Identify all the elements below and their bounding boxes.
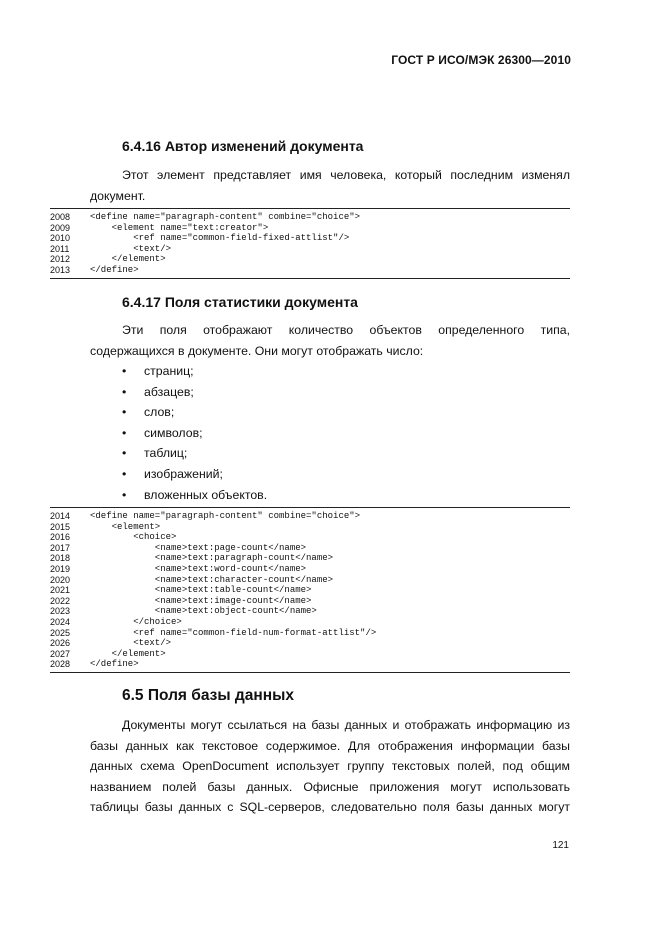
list-item: [122, 382, 267, 403]
code-text: <ref name="common-field-num-format-attlist"/>: [90, 627, 377, 638]
list-item-text: символов;: [144, 425, 203, 440]
line-number: 2010: [50, 233, 71, 244]
code-line: [50, 638, 570, 649]
section-heading-6-4-16: 6.4.16 Автор изменений документа: [122, 138, 364, 154]
code-text: <element name="text:creator">: [90, 222, 269, 233]
code-text: </define>: [90, 264, 139, 275]
code-text: <choice>: [90, 532, 177, 543]
list-item-text: таблиц;: [144, 446, 188, 461]
paragraph-line: Эти поля отображают количество объектов определенного типа,: [122, 323, 570, 337]
code-block-1: [50, 208, 570, 279]
list-item: [122, 485, 267, 506]
paragraph-line: таблицы базы данных с SQL-серверов, следовательно поля базы данных могут: [90, 800, 570, 815]
list-item-text: слов;: [144, 405, 175, 420]
code-line: [50, 553, 570, 564]
line-number: 2022: [50, 595, 71, 606]
code-line: [50, 244, 570, 255]
code-text: <define name="paragraph-content" combine="choice">: [90, 212, 361, 222]
bullet: •: [122, 405, 127, 420]
code-line: [50, 575, 570, 586]
line-number: 2026: [50, 638, 71, 649]
bullet: •: [122, 384, 127, 399]
line-number: 2019: [50, 563, 71, 574]
page-number: 121: [552, 840, 569, 851]
code-text: <name>text:image-count</name>: [90, 595, 312, 606]
line-number: 2008: [50, 212, 71, 222]
code-text: <name>text:object-count</name>: [90, 606, 317, 617]
section-6-5-paragraph: [90, 715, 570, 818]
line-number: 2012: [50, 254, 71, 265]
list-item: [122, 361, 267, 382]
code-text: <text/>: [90, 638, 172, 649]
code-line: [50, 532, 570, 543]
paragraph-line: базы данных как текстовое содержимое. Для отображения информации базы: [90, 738, 570, 753]
line-number: 2016: [50, 532, 71, 543]
code-line: [50, 585, 570, 596]
line-number: 2020: [50, 574, 71, 585]
code-text: <name>text:page-count</name>: [90, 542, 307, 553]
list-item: [122, 423, 267, 444]
bullet: •: [122, 364, 127, 378]
code-line: [50, 564, 570, 575]
statistics-list: [122, 361, 267, 505]
code-text: <name>text:table-count</name>: [90, 585, 312, 596]
code-text: </element>: [90, 648, 166, 659]
bullet: •: [122, 446, 127, 461]
section-heading-6-4-17: 6.4.17 Поля статистики документа: [122, 294, 358, 310]
line-number: 2024: [50, 616, 71, 627]
code-line: [50, 628, 570, 639]
code-text: </choice>: [90, 616, 182, 627]
bullet: •: [122, 487, 127, 502]
code-line: [50, 254, 570, 265]
line-number: 2021: [50, 585, 71, 596]
paragraph-line: Этот элемент представляет имя человека, который последним изменял: [122, 168, 570, 182]
line-number: 2018: [50, 553, 71, 564]
line-number: 2027: [50, 648, 71, 659]
line-number: 2017: [50, 542, 71, 553]
code-line: [50, 265, 570, 276]
code-line: [50, 543, 570, 554]
code-line: [50, 649, 570, 660]
paragraph-line: содержащихся в документе. Они могут отображать число:: [90, 343, 424, 358]
code-line: [50, 596, 570, 607]
document-header: ГОСТ Р ИСО/МЭК 26300—2010: [391, 53, 571, 67]
list-item: [122, 464, 267, 485]
code-text: <ref name="common-field-fixed-attlist"/>: [90, 233, 350, 244]
code-line: [50, 606, 570, 617]
bullet: •: [122, 466, 127, 481]
code-text: </define>: [90, 659, 139, 670]
code-line: [50, 511, 570, 522]
code-block-2: [50, 507, 570, 673]
line-number: 2011: [50, 243, 70, 254]
paragraph-line: названием полей базы данных. Офисные приложения могут использовать: [90, 779, 570, 794]
code-line: [50, 522, 570, 533]
list-item-text: изображений;: [144, 466, 223, 481]
code-line: [50, 659, 570, 670]
line-number: 2023: [50, 606, 71, 617]
code-text: <name>text:word-count</name>: [90, 563, 307, 574]
paragraph-line: данных схема OpenDocument использует группу текстовых полей, под общим: [90, 759, 570, 774]
code-line: [50, 212, 570, 223]
section-6-4-17-paragraph: [90, 320, 570, 361]
code-text: <name>text:character-count</name>: [90, 574, 334, 585]
line-number: 2028: [50, 659, 71, 670]
code-line: [50, 233, 570, 244]
list-item-text: вложенных объектов.: [144, 487, 268, 502]
list-item-text: страниц;: [144, 364, 194, 378]
paragraph-line: Документы могут ссылаться на базы данных и отображать информацию из: [122, 718, 570, 732]
list-item: [122, 402, 267, 423]
line-number: 2009: [50, 222, 71, 233]
section-6-4-16-paragraph: [90, 165, 570, 206]
list-item: [122, 443, 267, 464]
paragraph-line: документ.: [90, 188, 146, 203]
code-text: <element>: [90, 521, 161, 532]
line-number: 2015: [50, 521, 71, 532]
code-line: [50, 617, 570, 628]
code-line: [50, 223, 570, 234]
bullet: •: [122, 425, 127, 440]
line-number: 2014: [50, 511, 71, 521]
list-item-text: абзацев;: [144, 384, 194, 399]
code-text: </element>: [90, 254, 166, 265]
code-text: <name>text:paragraph-count</name>: [90, 553, 334, 564]
section-heading-6-5: 6.5 Поля базы данных: [122, 687, 294, 704]
code-text: <text/>: [90, 243, 172, 254]
code-text: <define name="paragraph-content" combine="choice">: [90, 511, 361, 521]
line-number: 2025: [50, 627, 71, 638]
line-number: 2013: [50, 264, 71, 275]
